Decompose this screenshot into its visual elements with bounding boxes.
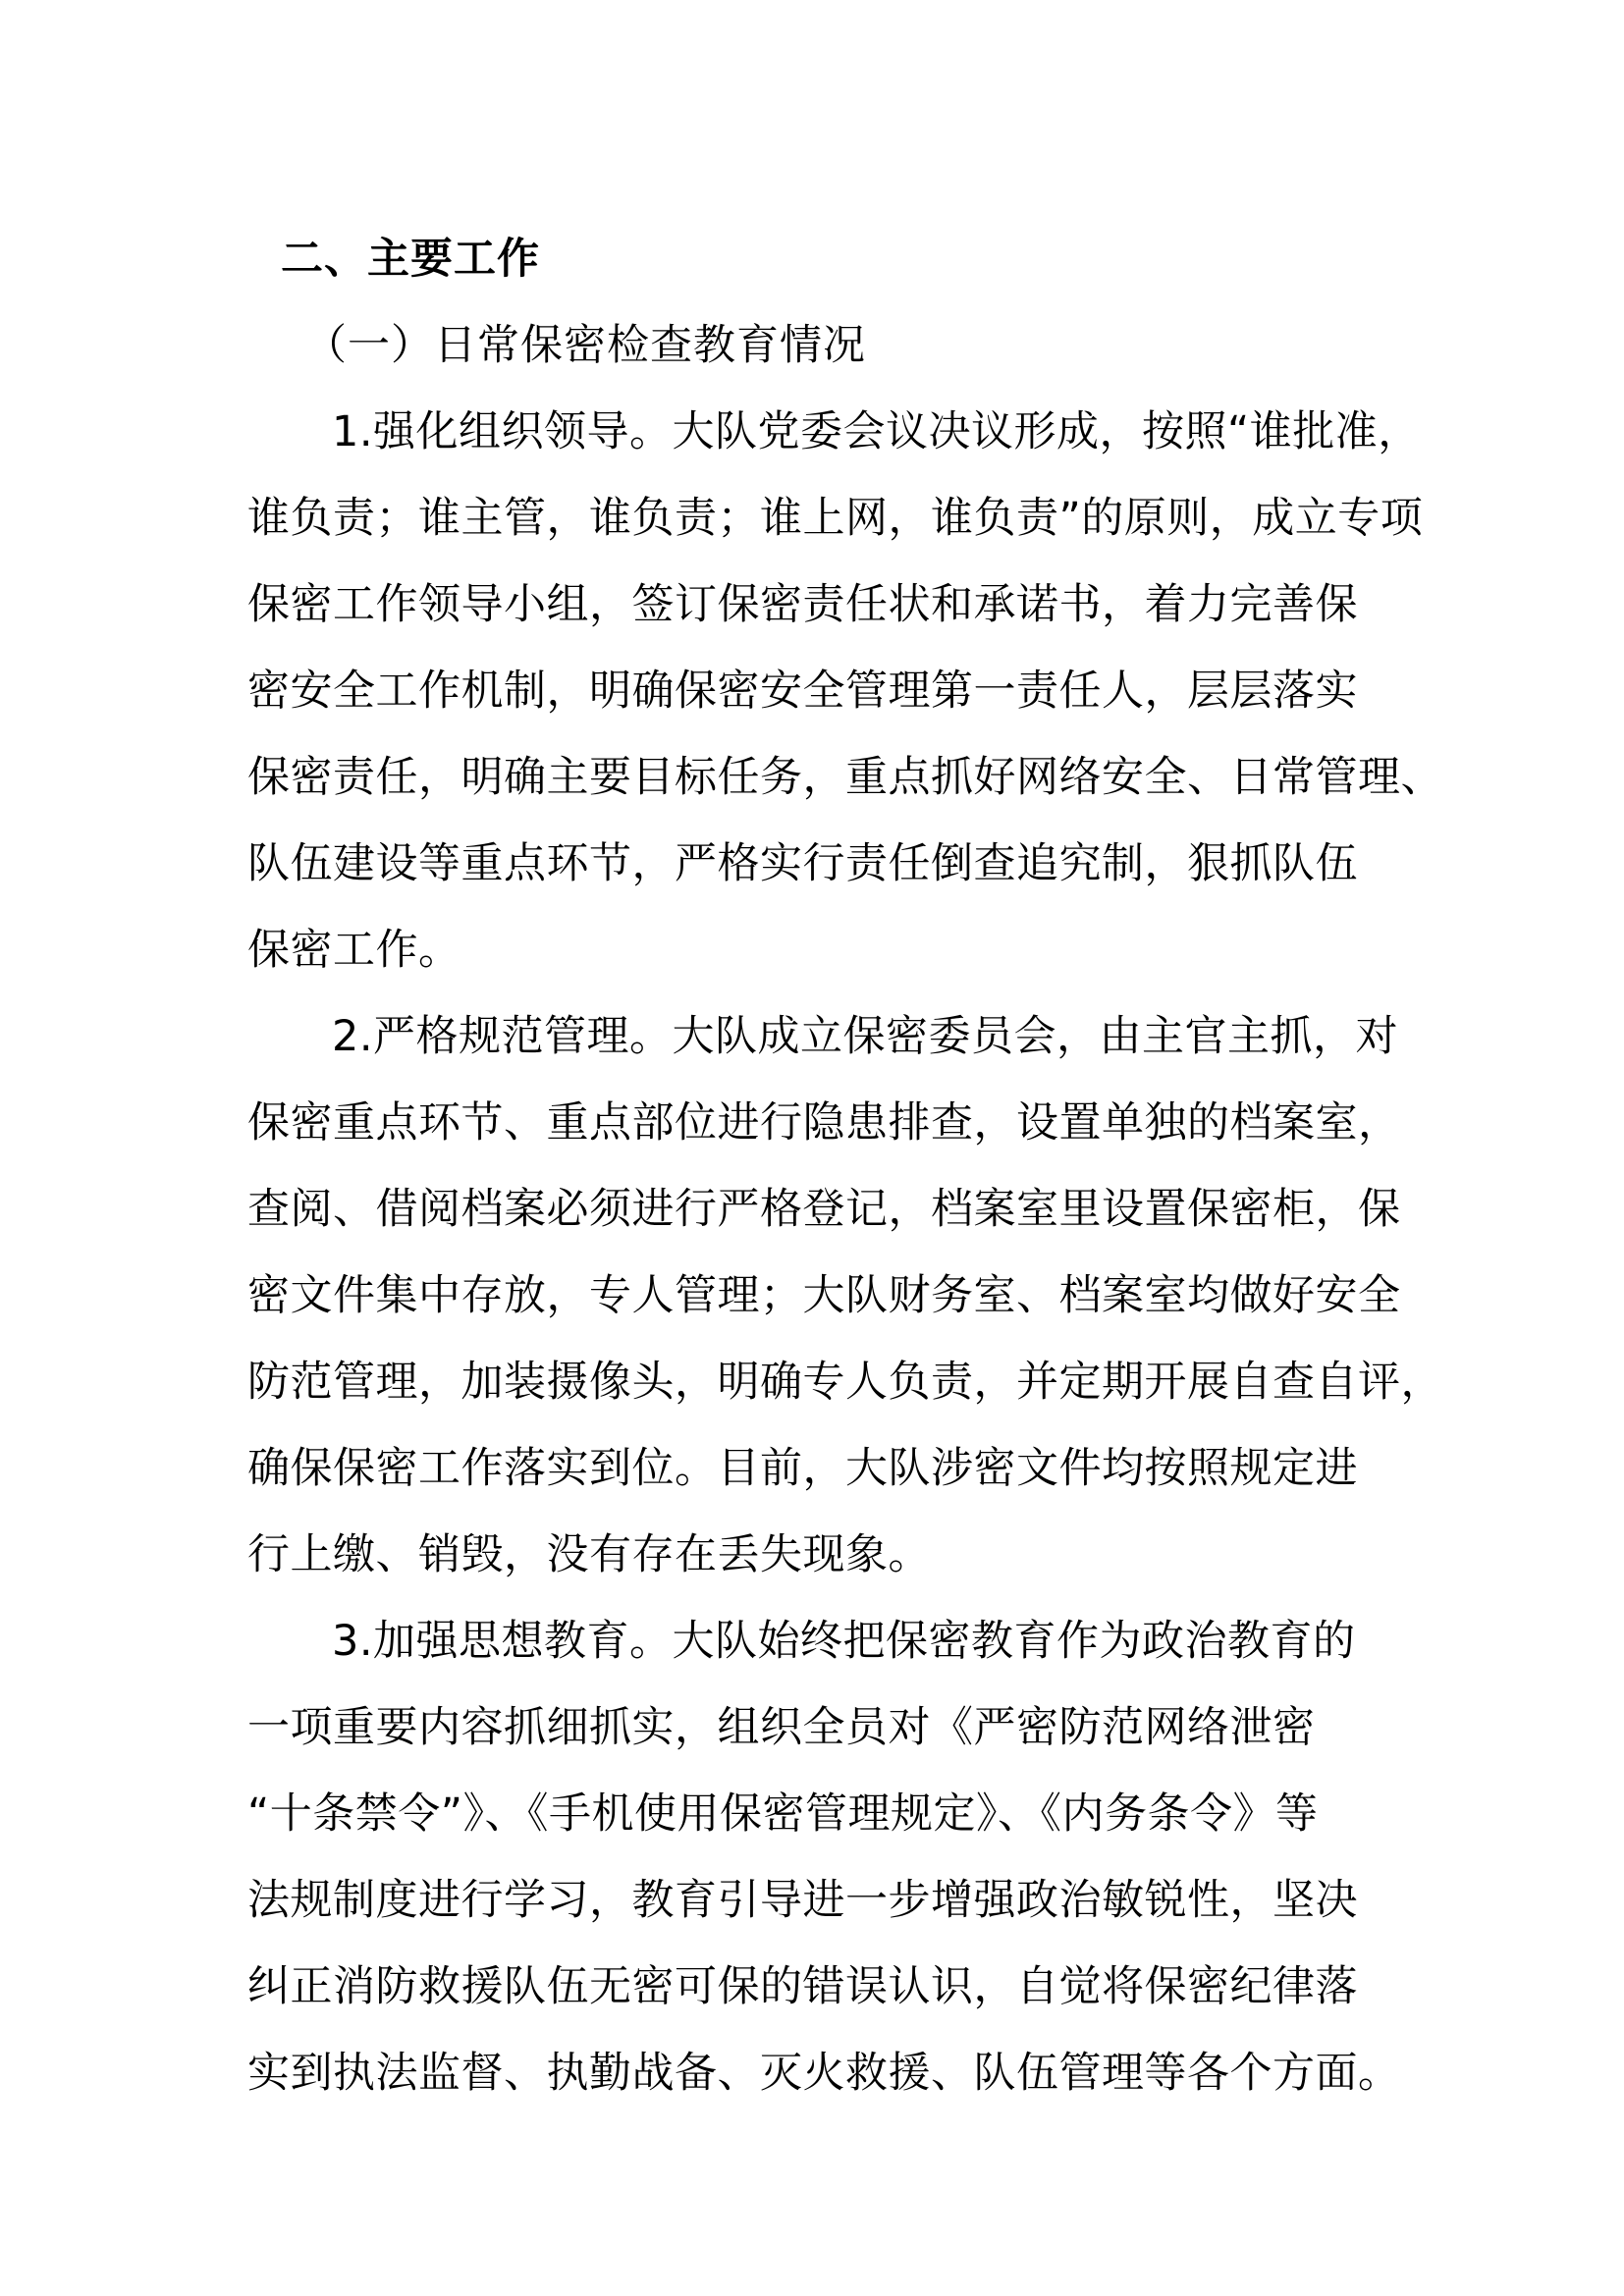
- paragraph-line: 密安全工作机制，明确保密安全管理第一责任人，层层落实: [247, 667, 1358, 716]
- paragraph-line: 1.强化组织领导。大队党委会议决议形成，按照“谁批准，: [332, 407, 1421, 456]
- paragraph-line: 保密重点环节、重点部位进行隐患排查，设置单独的档案室，: [247, 1098, 1401, 1148]
- document-body: [247, 216, 1443, 2116]
- paragraph-line: 纠正消防救援队伍无密可保的错误认识，自觉将保密纪律落: [247, 1962, 1358, 2011]
- paragraph-ideological-education: [247, 1598, 1406, 2116]
- paragraph-standardized-management: [247, 993, 1443, 1598]
- paragraph-line: 2.严格规范管理。大队成立保密委员会，由主官主抓，对: [332, 1012, 1399, 1061]
- paragraph-line: 确保保密工作落实到位。目前，大队涉密文件均按照规定进: [247, 1444, 1358, 1493]
- paragraph-line: 行上缴、销毁，没有存在丢失现象。: [247, 1530, 931, 1579]
- paragraph-line: 密文件集中存放，专人管理；大队财务室、档案室均做好安全: [247, 1271, 1401, 1320]
- paragraph-line: 保密工作。: [247, 926, 461, 975]
- paragraph-line: 3.加强思想教育。大队始终把保密教育作为政治教育的: [332, 1617, 1356, 1666]
- subsection-heading: （一）日常保密检查教育情况: [304, 321, 866, 370]
- paragraph-line: 法规制度进行学习，教育引导进一步增强政治敏锐性，坚决: [247, 1876, 1358, 1925]
- paragraph-line: 保密工作领导小组，签订保密责任状和承诺书，着力完善保: [247, 580, 1358, 629]
- paragraph-line: “十条禁令”》、《手机使用保密管理规定》、《内务条令》等: [247, 1789, 1319, 1839]
- paragraph-line: 实到执法监督、执勤战备、灭火救援、队伍管理等各个方面。: [247, 2049, 1401, 2098]
- paragraph-line: 谁负责；谁主管，谁负责；谁上网，谁负责”的原则，成立专项: [247, 494, 1424, 543]
- paragraph-line: 查阅、借阅档案必须进行严格登记，档案室里设置保密柜，保: [247, 1185, 1401, 1234]
- paragraph-line: 一项重要内容抓细抓实，组织全员对《严密防范网络泄密: [247, 1703, 1316, 1752]
- paragraph-line: 防范管理，加装摄像头，明确专人负责，并定期开展自查自评，: [247, 1358, 1443, 1407]
- paragraph-organization-leadership: [247, 389, 1443, 993]
- section-heading: 二、主要工作: [281, 235, 540, 284]
- paragraph-line: 保密责任，明确主要目标任务，重点抓好网络安全、日常管理、: [247, 753, 1443, 802]
- paragraph-line: 队伍建设等重点环节，严格实行责任倒查追究制，狠抓队伍: [247, 839, 1358, 888]
